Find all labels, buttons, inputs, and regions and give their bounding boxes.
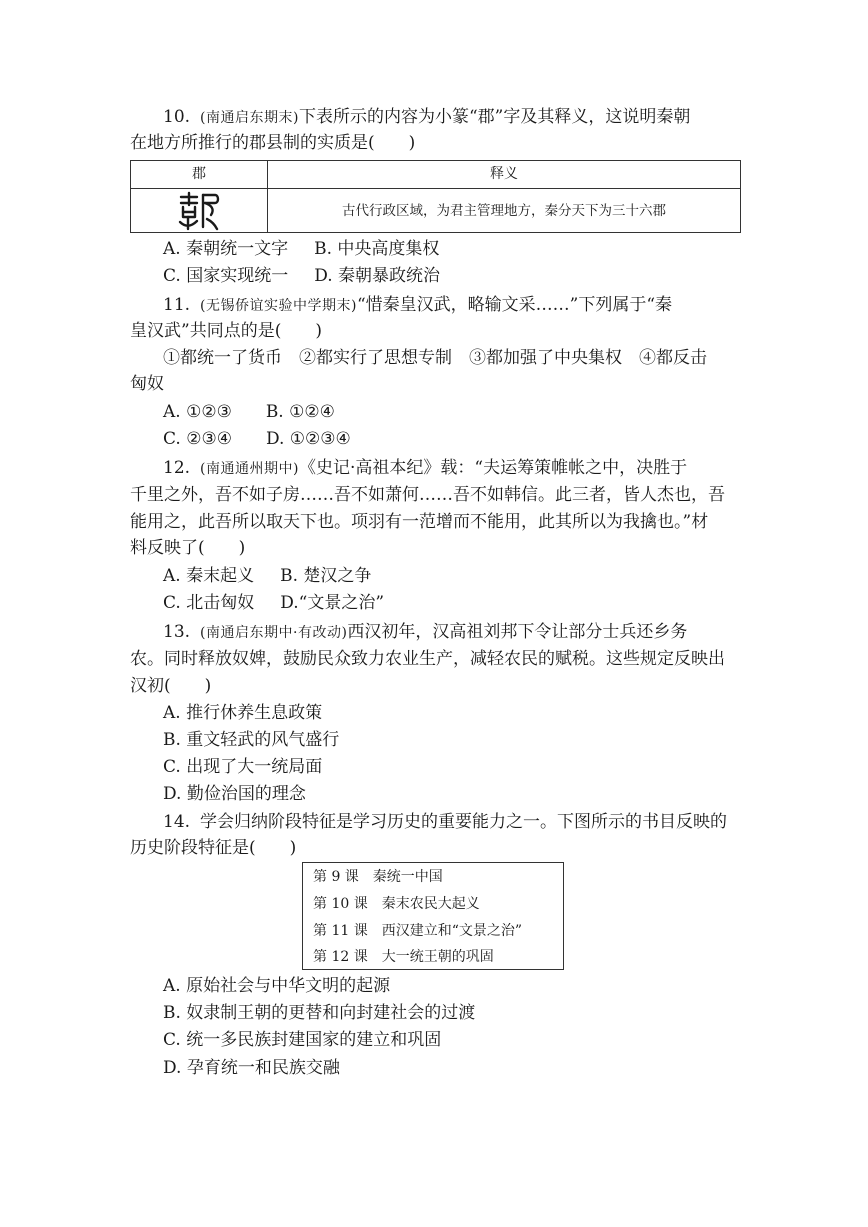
- q14-book-list: [302, 862, 564, 970]
- q10-option-d[interactable]: D. 秦朝暴政统治: [314, 266, 441, 286]
- q13-line2: 农。同时释放奴婢，鼓励民众致力农业生产，减轻农民的赋税。这些规定反映出: [130, 649, 725, 669]
- book-item: 第 11 课 西汉建立和“文景之治”: [313, 923, 523, 939]
- q12-option-b[interactable]: B. 楚汉之争: [280, 566, 372, 586]
- q10-number: 10.: [163, 107, 191, 127]
- q10-line2: 在地方所推行的郡县制的实质是( ): [130, 133, 416, 153]
- q11-stem-1: “惜秦皇汉武，略输文采……”下列属于“秦: [356, 295, 673, 315]
- q12-options-row1: [163, 563, 775, 589]
- book-item: 第 9 课 秦统一中国: [313, 869, 443, 885]
- q11-option-b[interactable]: B. ①②④: [265, 402, 335, 422]
- q12-option-a[interactable]: A. 秦末起义: [163, 566, 255, 586]
- q11-options-row1: [163, 399, 775, 425]
- q10-line1: [163, 104, 775, 131]
- q14-option-b[interactable]: B. 奴隶制王朝的更替和向封建社会的过渡: [163, 1003, 476, 1023]
- q13-option-d[interactable]: D. 勤俭治国的理念: [163, 784, 306, 804]
- q11-number: 11.: [163, 295, 191, 315]
- q14-number: 14.: [163, 812, 191, 832]
- q11-line4: 匈奴: [130, 374, 164, 394]
- q10-option-c[interactable]: C. 国家实现统一: [163, 266, 289, 286]
- q14-option-a[interactable]: A. 原始社会与中华文明的起源: [163, 976, 391, 996]
- q10-options-row1: [163, 236, 775, 262]
- q13-option-b[interactable]: B. 重文轻武的风气盛行: [163, 730, 340, 750]
- q11-line2: 皇汉武”共同点的是( ): [130, 321, 322, 341]
- q10-option-b[interactable]: B. 中央高度集权: [314, 239, 440, 259]
- q11-option-d[interactable]: D. ①②③④: [265, 429, 351, 449]
- q12-source: (南通通州期中): [200, 461, 299, 477]
- q11-option-c[interactable]: C. ②③④: [163, 429, 232, 449]
- table-header-char: 郡: [192, 166, 206, 182]
- q14-option-c[interactable]: C. 统一多民族封建国家的建立和巩固: [163, 1030, 442, 1050]
- q12-line2: 千里之外，吾不如子房……吾不如萧何……吾不如韩信。此三者，皆人杰也，吾: [130, 485, 725, 505]
- q11-option-a[interactable]: A. ①②③: [163, 402, 232, 422]
- q13-line1: [163, 619, 775, 646]
- q12-line4: 料反映了( ): [130, 538, 246, 558]
- q12-options-row2: [163, 590, 775, 616]
- q13-line3: 汉初( ): [130, 676, 212, 696]
- q13-option-c[interactable]: C. 出现了大一统局面: [163, 757, 323, 777]
- q11-line3: ①都统一了货币 ②都实行了思想专制 ③都加强了中央集权 ④都反击: [163, 348, 707, 368]
- q12-number: 12.: [163, 458, 191, 478]
- q12-option-c[interactable]: C. 北击匈奴: [163, 593, 255, 613]
- q14-option-d[interactable]: D. 孕育统一和民族交融: [163, 1058, 340, 1078]
- q12-line3: 能用之，此吾所以取天下也。项羽有一范增而不能用，此其所以为我擒也。”材: [130, 512, 709, 532]
- q11-options-row2: [163, 426, 775, 452]
- q14-line1: [163, 809, 775, 835]
- q10-table: [130, 160, 741, 233]
- q12-stem-1: 《史记·高祖本纪》载：“夫运筹策帷帐之中，决胜于: [298, 458, 688, 478]
- q13-option-a[interactable]: A. 推行休养生息政策: [163, 703, 323, 723]
- q14-stem-1: 学会归纳阶段特征是学习历史的重要能力之一。下图所示的书目反映的: [200, 812, 728, 832]
- q13-stem-1: 西汉初年，汉高祖刘邦下令让部分士兵还乡务: [347, 622, 688, 642]
- table-header-meaning: 释义: [490, 166, 518, 182]
- q10-option-a[interactable]: A. 秦朝统一文字: [163, 239, 289, 259]
- table-meaning-cell: 古代行政区域，为君主管理地方，秦分天下为三十六郡: [342, 203, 666, 219]
- book-item: 第 12 课 大一统王朝的巩固: [313, 949, 494, 965]
- q14-line2: 历史阶段特征是( ): [130, 838, 297, 858]
- q11-source: (无锡侨谊实验中学期末): [200, 298, 357, 314]
- book-item: 第 10 课 秦末农民大起义: [313, 896, 480, 912]
- q13-number: 13.: [163, 622, 191, 642]
- q10-options-row2: [163, 263, 775, 289]
- q11-line1: [163, 292, 775, 319]
- q10-source: (南通启东期末): [200, 110, 299, 126]
- seal-script-jun-glyph: [131, 189, 267, 233]
- q12-option-d[interactable]: D.“文景之治”: [280, 593, 385, 613]
- q12-line1: [163, 455, 775, 482]
- q13-source: (南通启东期中·有改动): [200, 625, 348, 641]
- q10-stem-1: 下表所示的内容为小篆“郡”字及其释义，这说明秦朝: [298, 107, 691, 127]
